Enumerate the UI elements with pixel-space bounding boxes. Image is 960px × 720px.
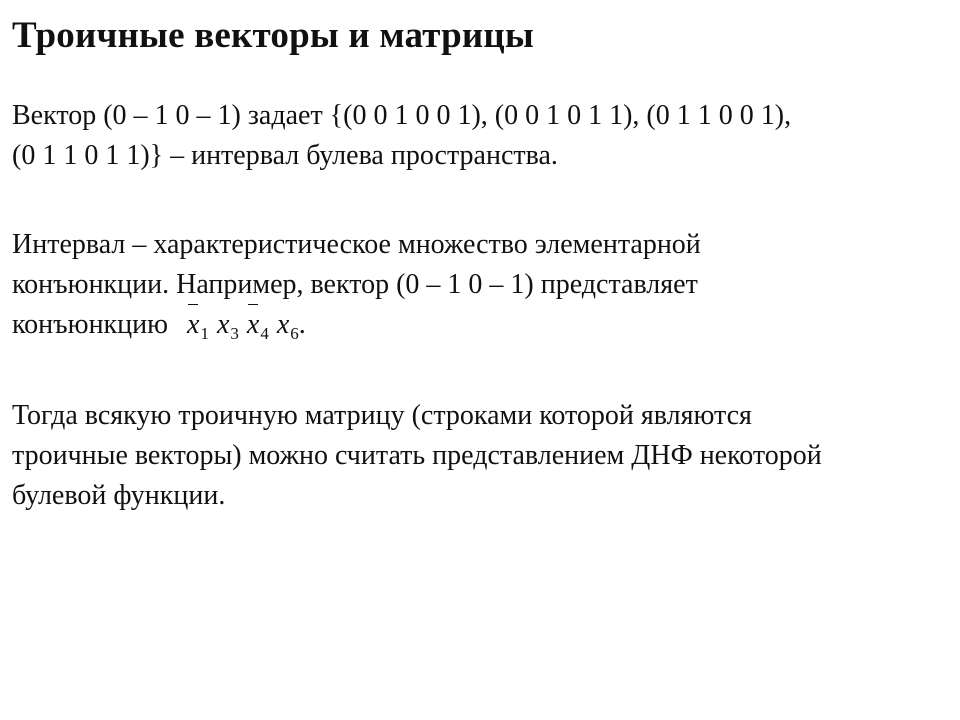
formula-subscript: 3 xyxy=(230,324,239,343)
formula-period: . xyxy=(298,309,306,340)
conjunction-formula xyxy=(187,305,306,354)
paragraph-interval-definition xyxy=(12,96,947,176)
formula-variable: x xyxy=(247,305,259,345)
formula-subscript: 1 xyxy=(200,324,209,343)
paragraph-conjunction xyxy=(12,225,947,354)
paragraph-line-formula xyxy=(12,305,947,354)
formula-prefix: конъюнкцию xyxy=(12,309,169,340)
paragraph-matrix-dnf xyxy=(12,396,947,516)
formula-subscript: 4 xyxy=(260,324,269,343)
paragraph-line: троичные векторы) можно считать представлением ДНФ некоторой xyxy=(12,440,822,471)
paragraph-line: булевой функции. xyxy=(12,480,226,511)
paragraph-line: Вектор (0 – 1 0 – 1) задает {(0 0 1 0 0 1), (0 0 1 0 1 1), (0 1 1 0 0 1), xyxy=(12,100,792,131)
formula-variable: x xyxy=(187,305,199,345)
paragraph-line: Интервал – характеристическое множество элементарной xyxy=(12,229,701,260)
paragraph-line: конъюнкции. Например, вектор (0 – 1 0 – 1) представляет xyxy=(12,269,698,300)
slide-title: Троичные векторы и матрицы xyxy=(12,15,535,56)
formula-subscript: 6 xyxy=(290,324,299,343)
paragraph-line: (0 1 1 0 1 1)} – интервал булева пространства. xyxy=(12,140,558,171)
paragraph-line: Тогда всякую троичную матрицу (строками которой являются xyxy=(12,400,752,431)
formula-variable: x xyxy=(216,309,230,340)
formula-variable: x xyxy=(276,309,290,340)
